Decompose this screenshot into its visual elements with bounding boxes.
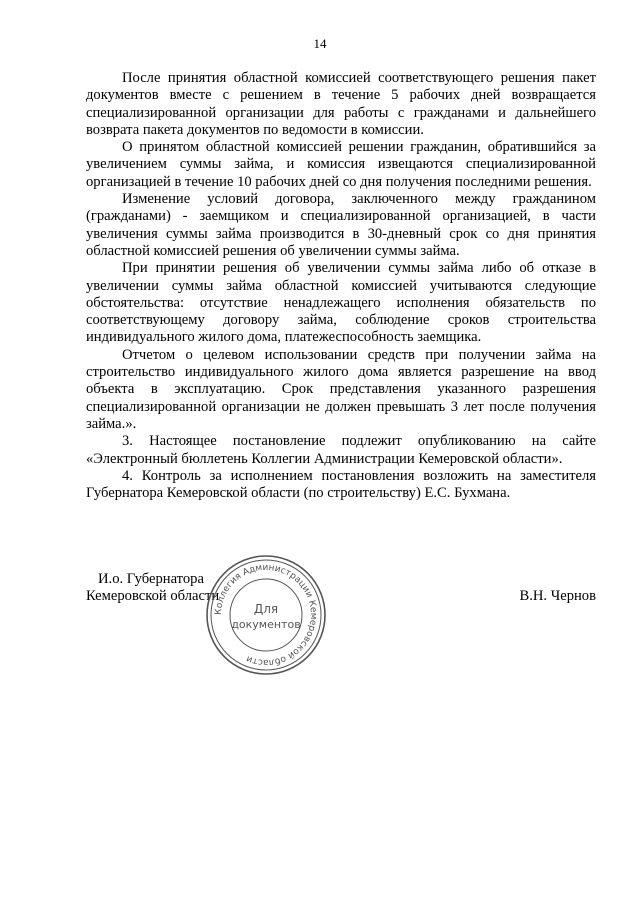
official-stamp — [204, 553, 328, 677]
signatory-name: В.Н. Чернов — [519, 588, 596, 604]
paragraph-publication: 3. Настоящее постановление подлежит опубликованию на сайте «Электронный бюллетень Коллегии Администрации Кемеровской области». — [86, 433, 596, 467]
stamp-ring-text: Коллегия Администрации Кемеровской области — [213, 562, 319, 668]
paragraph-notification: О принятом областной комиссией решении гражданин, обратившийся за увеличением суммы займа, и комиссия извещаются специализированной организацией в течение 10 рабочих дней со дня получения последними решения. — [86, 139, 596, 190]
document-body — [86, 70, 596, 502]
paragraph-return-documents: После принятия областной комиссией соответствующего решения пакет документов вместе с решением в течение 5 рабочих дней возвращается специализированной организации для работы с гражданами и дальнейшего возврата пакета документов по ведомости в комиссии. — [86, 70, 596, 138]
paragraph-contract-change: Изменение условий договора, заключенного между гражданином (гражданами) - заемщиком и специализированной организацией, в части увеличения суммы займа производится в 30-дневный срок со дня принятия областной комиссией решения об увеличении суммы займа. — [86, 191, 596, 259]
signatory-title-line2: Кемеровской области — [86, 588, 220, 604]
paragraph-usage-report: Отчетом о целевом использовании средств при получении займа на строительство индивидуального жилого дома является разрешение на ввод объекта в эксплуатацию. Срок представления указанного разрешения специализированной организации не должен превышать 3 лет после получения займа.». — [86, 346, 596, 432]
page-number: 14 — [313, 36, 327, 51]
stamp-center-line2: документов — [231, 618, 301, 631]
stamp-center-line1: Для — [253, 602, 279, 616]
paragraph-control: 4. Контроль за исполнением постановления возложить на заместителя Губернатора Кемеровской области (по строительству) Е.С. Бухмана. — [86, 467, 596, 502]
signatory-title-line1: И.о. Губернатора — [98, 571, 204, 587]
signature-block — [86, 571, 596, 691]
paragraph-decision-criteria: При принятии решения об увеличении суммы займа либо об отказе в увеличении суммы займа областной комиссией учитываются следующие обстоятельства: отсутствие ненадлежащего исполнения обязательств по соответствующему договору займа, соблюдение сроков строительства индивидуального жилого дома, платежеспособность заемщика. — [86, 260, 596, 346]
